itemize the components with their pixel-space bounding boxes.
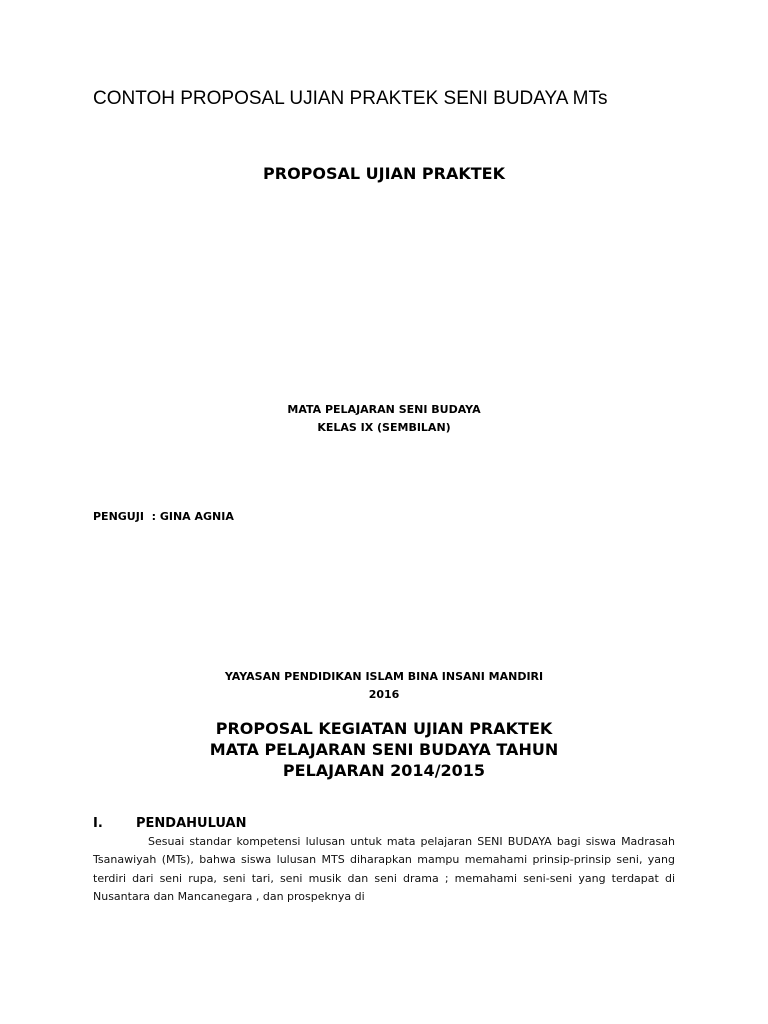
class-line: KELAS IX (SEMBILAN) xyxy=(317,421,451,434)
introduction-paragraph: Sesuai standar kompetensi lulusan untuk mata pelajaran SENI BUDAYA bagi siswa Madrasah Tsanawiyah (MTs), bahwa siswa lulusan MTS diharapkan mampu memahami prinsip-prinsip seni, yang terdiri dari seni rupa, seni tari, seni musik dan seni drama ; memahami seni-seni yang terdapat di Nusantara dan Mancanegara , dan prospeknya di xyxy=(93,835,675,904)
proposal-heading-line: MATA PELAJARAN SENI BUDAYA TAHUN xyxy=(209,740,559,759)
document-title: CONTOH PROPOSAL UJIAN PRAKTEK SENI BUDAYA MTs xyxy=(93,88,608,109)
section-number: I. xyxy=(93,816,103,831)
section-title: PENDAHULUAN xyxy=(136,816,247,831)
foundation-name: YAYASAN PENDIDIKAN ISLAM BINA INSANI MANDIRI xyxy=(224,670,544,683)
subject-line: MATA PELAJARAN SENI BUDAYA xyxy=(287,403,481,416)
proposal-heading-line: PELAJARAN 2014/2015 xyxy=(282,761,486,780)
examiner-line: PENGUJI : GINA AGNIA xyxy=(93,510,234,523)
section-heading xyxy=(93,815,247,833)
proposal-subtitle: PROPOSAL UJIAN PRAKTEK xyxy=(263,164,505,183)
proposal-heading-line: PROPOSAL KEGIATAN UJIAN PRAKTEK xyxy=(215,719,553,738)
year-line: 2016 xyxy=(368,688,400,701)
proposal-heading xyxy=(93,718,675,781)
